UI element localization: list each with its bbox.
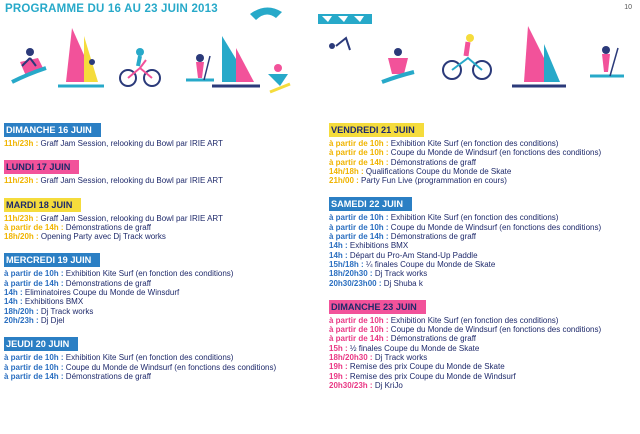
page-title: PROGRAMME DU 16 AU 23 JUIN 2013 [5,3,218,15]
event-description: Dj Shuba k [383,278,423,288]
event-description: Exhibition Kite Surf (en fonction des conditions) [65,269,234,279]
day-heading: VENDREDI 21 JUIN [329,123,424,137]
event-row [4,223,304,232]
event-row [4,288,304,297]
day-heading: SAMEDI 22 JUIN [329,197,412,211]
event-time: à partir de 14h : [4,371,66,381]
event-description: Coupe du Monde de Windsurf (en fonctions des conditions) [390,148,602,158]
event-row [329,372,635,381]
event-time: à partir de 10h : [329,148,391,158]
event-row [4,372,304,381]
event-time: à partir de 10h : [329,315,391,325]
event-description: Démonstrations de graff [65,278,152,288]
event-time: 14h : [4,297,25,307]
event-row [329,325,635,334]
event-row [329,148,635,157]
event-row [329,260,635,269]
day-heading: DIMANCHE 16 JUIN [4,123,101,137]
event-row [329,232,635,241]
event-time: 19h : [329,371,350,381]
event-description: Dj Track works [40,306,94,316]
day-block [4,334,304,381]
day-block [4,157,304,185]
jumping-surfer-icon [268,64,290,92]
event-time: 21h/00 : [329,176,362,186]
event-row [329,353,635,362]
event-row [329,167,635,176]
event-description: Coupe du Monde de Windsurf (en fonctions des conditions) [390,222,602,232]
event-time: 19h : [329,362,350,372]
event-row [329,316,635,325]
event-description: Qualifications Coupe du Monde de Skate [365,166,512,176]
event-time: à partir de 10h : [329,139,391,148]
event-row [329,279,635,288]
day-heading: DIMANCHE 23 JUIN [329,300,426,314]
bmx-rider-icon [443,34,491,79]
event-time: 15h/18h : [329,259,366,269]
event-row [4,363,304,372]
windsurf-icon [212,36,260,86]
event-time: 11h/23h : [4,176,41,186]
event-row [4,232,304,241]
event-time: 14h/18h : [329,166,366,176]
bmx-rider-icon [120,48,160,86]
event-description: Dj Track works [374,353,428,363]
event-description: Démonstrations de graff [65,371,152,381]
event-description: Démonstrations de graff [390,232,477,242]
event-description: ½ finales Coupe du Monde de Skate [349,343,480,353]
event-row [329,334,635,343]
day-block [4,250,304,325]
event-time: à partir de 14h : [4,222,66,232]
day-block [329,120,635,185]
event-description: Dj KriJo [374,380,403,390]
event-description: Coupe du Monde de Windsurf (en fonctions des conditions) [390,325,602,335]
event-description: Exhibition Kite Surf (en fonction des conditions) [65,353,234,363]
skateboarder-icon [12,48,46,82]
event-row [4,316,304,325]
event-time: à partir de 14h : [329,157,391,167]
event-description: Dj Djel [40,315,65,325]
event-description: Démonstrations de graff [65,222,152,232]
event-description: Départ du Pro-Am Stand-Up Paddle [349,250,478,260]
windsurf-icon [512,26,566,86]
schedule-right-column [329,120,635,399]
event-row [329,241,635,250]
event-row [4,139,304,148]
event-row [329,213,635,222]
event-description: Exhibitions BMX [349,241,409,251]
sports-illustration-banner [0,0,640,110]
event-row [329,362,635,371]
event-row [4,297,304,306]
event-time: 18h/20h : [4,306,41,316]
event-description: Graff Jam Session, relooking du Bowl par IRIE ART [40,176,223,186]
event-time: à partir de 10h : [329,222,391,232]
event-description: ¼ finales Coupe du Monde de Skate [365,259,496,269]
skateboarder-icon [382,48,414,82]
event-time: à partir de 14h : [4,278,66,288]
event-time: 20h30/23h : [329,380,375,390]
event-row [4,353,304,362]
event-time: 15h : [329,343,350,353]
windsurf-icon [58,28,104,86]
event-time: 18h/20h30 : [329,269,375,279]
event-row [4,307,304,316]
kite-icon [250,7,372,50]
event-time: à partir de 10h : [4,353,66,363]
event-time: 18h/20h : [4,232,41,242]
event-time: 11h/23h : [4,213,41,223]
event-time: 20h/23h : [4,315,41,325]
event-time: 20h30/23h00 : [329,278,384,288]
paddle-icon [590,46,624,76]
event-description: Exhibitions BMX [24,297,84,307]
event-row [329,251,635,260]
event-description: Party Fun Live (programmation en cours) [361,176,507,186]
event-time: 14h : [4,288,25,298]
event-description: Remise des prix Coupe du Monde de Skate [349,362,505,372]
event-description: Opening Party avec Dj Track works [40,232,166,242]
event-description: Eliminatoires Coupe du Monde de Winsdurf [24,288,180,298]
event-description: Dj Track works [374,269,428,279]
event-row [4,279,304,288]
event-description: Démonstrations de graff [390,157,477,167]
event-time: 14h : [329,241,350,251]
day-block [329,194,635,287]
event-description: Graff Jam Session, relooking du Bowl par IRIE ART [40,139,223,148]
event-description: Remise des prix Coupe du Monde de Windsurf [349,371,516,381]
event-description: Exhibition Kite Surf (en fonction des conditions) [390,139,559,148]
event-row [4,269,304,278]
day-heading: LUNDI 17 JUIN [4,160,79,174]
day-heading: MARDI 18 JUIN [4,198,81,212]
event-description: Exhibition Kite Surf (en fonction des conditions) [390,213,559,223]
event-row [329,158,635,167]
event-description: Démonstrations de graff [390,334,477,344]
event-time: à partir de 10h : [4,362,66,372]
event-time: à partir de 14h : [329,232,391,242]
paddle-icon [186,54,214,80]
day-block [4,120,304,148]
event-description: Coupe du Monde de Windsurf (en fonctions des conditions) [65,362,277,372]
event-row [329,344,635,353]
page-number: 10 [624,4,632,11]
event-row [4,176,304,185]
event-time: 11h/23h : [4,139,41,148]
event-time: 14h : [329,250,350,260]
event-row [4,214,304,223]
event-row [329,176,635,185]
event-row [329,139,635,148]
day-heading: MERCREDI 19 JUIN [4,253,100,267]
event-time: à partir de 14h : [329,334,391,344]
event-description: Exhibition Kite Surf (en fonction des conditions) [390,315,559,325]
event-row [329,223,635,232]
event-time: à partir de 10h : [329,325,391,335]
schedule-left-column [4,120,304,390]
day-block [329,297,635,390]
event-description: Graff Jam Session, relooking du Bowl par IRIE ART [40,213,223,223]
day-block [4,195,304,242]
event-time: à partir de 10h : [4,269,66,279]
event-time: 18h/20h30 : [329,353,375,363]
event-time: à partir de 10h : [329,213,391,223]
event-row [329,269,635,278]
event-row [329,381,635,390]
day-heading: JEUDI 20 JUIN [4,337,78,351]
